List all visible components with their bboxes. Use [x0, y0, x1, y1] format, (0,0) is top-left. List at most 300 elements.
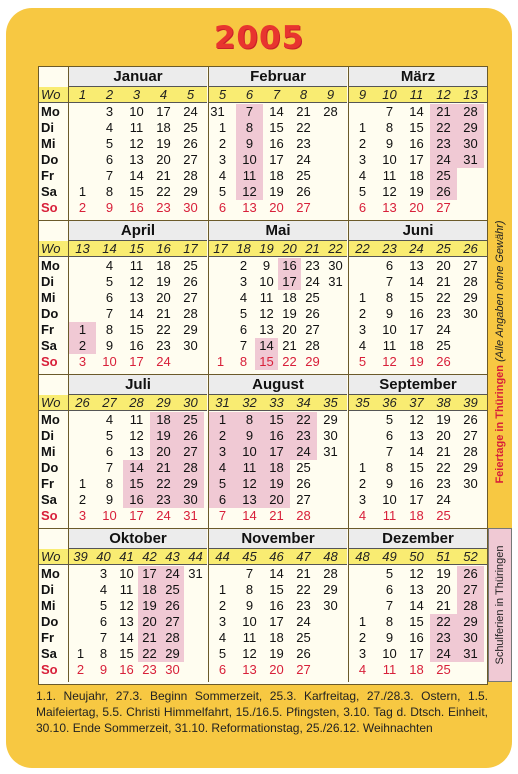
day-cell: 18 — [409, 662, 424, 677]
week-number-row — [209, 87, 347, 103]
day-cell: 24 — [436, 322, 451, 337]
column-divider — [68, 221, 69, 374]
day-cell: 8 — [236, 120, 263, 136]
month-6 — [69, 375, 207, 525]
day-cell: 29 — [463, 460, 478, 475]
day-cell: 1 — [69, 322, 96, 338]
day-cell: 24 — [430, 646, 457, 662]
day-cell: 15 — [119, 646, 134, 661]
week-number: 29 — [156, 395, 171, 410]
day-cell: 28 — [177, 460, 204, 476]
day-cell: 12 — [129, 136, 144, 151]
month-9 — [69, 529, 207, 679]
month-8 — [349, 375, 487, 525]
week-number: 44 — [188, 549, 203, 564]
week-number: 36 — [382, 395, 397, 410]
day-cell: 11 — [382, 168, 397, 183]
column-divider — [348, 529, 349, 682]
day-cell: 14 — [409, 444, 424, 459]
day-cell: 14 — [409, 598, 424, 613]
day-cell: 2 — [209, 428, 236, 444]
day-cell: 2 — [218, 136, 227, 151]
day-cell: 3 — [78, 354, 87, 369]
month-name: August — [209, 375, 347, 395]
weekday-label: So — [41, 662, 58, 677]
day-cell: 1 — [358, 460, 367, 475]
day-cell: 25 — [183, 258, 198, 273]
day-cell: 31 — [188, 566, 203, 581]
day-label-column — [39, 529, 69, 679]
day-cell: 27 — [305, 322, 320, 337]
month-2 — [349, 67, 487, 217]
day-cell: 2 — [239, 258, 248, 273]
day-cell: 25 — [436, 508, 451, 523]
day-cell: 25 — [296, 630, 311, 645]
day-cell: 5 — [105, 274, 114, 289]
day-cell: 27 — [296, 662, 311, 677]
day-cell: 29 — [323, 412, 338, 427]
day-cell: 24 — [161, 566, 184, 582]
week-number: 13 — [75, 241, 90, 256]
day-cell: 11 — [382, 662, 397, 677]
day-cell: 25 — [296, 460, 311, 475]
month-10 — [209, 529, 347, 679]
weekday-label: Do — [41, 614, 59, 629]
day-cell: 5 — [358, 184, 367, 199]
day-cell: 3 — [99, 566, 108, 581]
day-cell: 7 — [239, 338, 248, 353]
holiday-notes: 1.1. Neujahr, 27.3. Beginn Sommerzeit, 25.3. Karfreitag, 27./28.3. Ostern, 1.5. Maifeiertag, 5.5. Christi Himmelfahrt, 15./16.5. Pfingsten, 3.10. Tag d. Dtsch. Einheit, 30.10. Ende Sommerzeit, 31.10. Reformationstag, 25./26.12. Weihnachten — [36, 689, 488, 735]
column-divider — [348, 67, 349, 220]
weekday-label: Sa — [41, 492, 57, 507]
day-cell: 23 — [290, 428, 317, 444]
day-cell: 16 — [409, 136, 424, 151]
weekday-label: Mo — [41, 258, 60, 273]
weekday-label: Do — [41, 306, 59, 321]
day-cell: 11 — [129, 412, 144, 427]
day-cell: 12 — [259, 306, 274, 321]
day-cell: 22 — [138, 646, 161, 662]
day-cell: 11 — [236, 168, 263, 184]
day-cell: 3 — [358, 322, 367, 337]
month-name: Mai — [209, 221, 347, 241]
month-0 — [69, 67, 225, 217]
day-cell: 20 — [150, 444, 177, 460]
day-cell: 31 — [210, 104, 225, 119]
week-number: 27 — [102, 395, 117, 410]
week-number: 17 — [213, 241, 228, 256]
day-cell: 22 — [296, 120, 311, 135]
day-cell: 18 — [282, 290, 297, 305]
day-cell: 19 — [269, 646, 284, 661]
day-cell: 29 — [323, 582, 338, 597]
day-cell: 12 — [382, 184, 397, 199]
column-divider — [68, 67, 69, 220]
month-name: September — [349, 375, 487, 395]
day-cell: 20 — [156, 290, 171, 305]
weekday-label: So — [41, 200, 58, 215]
day-cell: 8 — [105, 322, 114, 337]
day-cell: 24 — [296, 614, 311, 629]
day-cell: 19 — [409, 354, 424, 369]
day-cell: 27 — [457, 582, 484, 598]
day-cell: 14 — [242, 508, 257, 523]
day-cell: 2 — [358, 136, 367, 151]
day-cell: 14 — [409, 104, 424, 119]
day-cell: 13 — [129, 152, 144, 167]
day-cell: 29 — [457, 120, 484, 136]
day-cell: 2 — [358, 306, 367, 321]
day-cell: 28 — [457, 598, 484, 614]
day-cell: 30 — [183, 338, 198, 353]
day-cell: 6 — [209, 492, 236, 508]
day-cell: 26 — [177, 428, 204, 444]
day-cell: 18 — [409, 338, 424, 353]
day-cell: 29 — [183, 322, 198, 337]
day-cell: 1 — [216, 354, 225, 369]
day-cell: 21 — [430, 104, 457, 120]
day-cell: 13 — [236, 492, 263, 508]
day-cell: 28 — [305, 338, 320, 353]
day-cell: 24 — [156, 354, 171, 369]
day-cell: 13 — [382, 200, 397, 215]
day-cell: 26 — [436, 354, 451, 369]
day-cell: 21 — [436, 444, 451, 459]
day-cell: 16 — [409, 306, 424, 321]
week-number: 44 — [215, 549, 230, 564]
day-cell: 6 — [105, 152, 114, 167]
week-number: 31 — [215, 395, 230, 410]
week-number-row — [209, 549, 347, 565]
column-divider — [348, 375, 349, 528]
day-cell: 20 — [138, 614, 161, 630]
quarter-divider — [39, 374, 487, 375]
day-cell: 12 — [236, 184, 263, 200]
day-cell: 14 — [409, 274, 424, 289]
day-cell: 18 — [138, 582, 161, 598]
day-cell: 24 — [430, 152, 457, 168]
day-cell: 19 — [156, 136, 171, 151]
day-cell: 21 — [436, 598, 451, 613]
weekday-label: Sa — [41, 184, 57, 199]
day-cell: 23 — [150, 492, 177, 508]
day-cell: 12 — [409, 412, 424, 427]
week-number: 1 — [78, 87, 87, 102]
week-number-row — [349, 241, 487, 257]
day-cell: 16 — [278, 258, 301, 274]
day-cell: 16 — [269, 136, 284, 151]
day-cell: 26 — [161, 598, 184, 614]
column-divider — [348, 221, 349, 374]
day-cell: 20 — [282, 322, 297, 337]
weekday-label: Do — [41, 152, 59, 167]
weekday-label: Mi — [41, 598, 56, 613]
day-cell: 13 — [259, 322, 274, 337]
day-cell: 1 — [78, 476, 87, 491]
day-cell: 13 — [409, 258, 424, 273]
year-title: 2005 — [213, 20, 305, 56]
day-cell: 11 — [129, 258, 144, 273]
day-cell: 22 — [282, 354, 297, 369]
day-cell: 17 — [129, 354, 144, 369]
week-number: 11 — [409, 87, 424, 102]
day-cell: 31 — [323, 444, 338, 459]
week-number: 20 — [282, 241, 297, 256]
day-cell: 23 — [142, 662, 157, 677]
month-name: Dezember — [349, 529, 487, 549]
day-cell: 22 — [290, 412, 317, 428]
day-cell: 7 — [105, 460, 114, 475]
day-cell: 17 — [409, 322, 424, 337]
day-cell: 6 — [105, 290, 114, 305]
week-number: 45 — [242, 549, 257, 564]
day-cell: 23 — [305, 258, 320, 273]
day-cell: 10 — [119, 566, 134, 581]
day-cell: 7 — [385, 598, 394, 613]
week-number: 12 — [436, 87, 451, 102]
day-cell: 9 — [245, 598, 254, 613]
day-cell: 8 — [239, 354, 248, 369]
week-number-row — [349, 549, 487, 565]
week-number: 15 — [129, 241, 144, 256]
weekday-label: Fr — [41, 168, 54, 183]
week-number-row — [349, 395, 487, 411]
week-number: 35 — [355, 395, 370, 410]
day-cell: 31 — [328, 274, 343, 289]
day-cell: 11 — [242, 630, 257, 645]
day-cell: 7 — [385, 444, 394, 459]
day-cell: 14 — [119, 630, 134, 645]
month-name: Januar — [69, 67, 207, 87]
day-cell: 2 — [78, 492, 87, 507]
day-cell: 5 — [209, 476, 236, 492]
day-cell: 13 — [242, 662, 257, 677]
holiday-legend-label: Feiertage in Thüringen — [494, 364, 506, 484]
day-cell: 19 — [138, 598, 161, 614]
day-cell: 29 — [457, 614, 484, 630]
weekday-label: Do — [41, 460, 59, 475]
day-cell: 28 — [296, 508, 311, 523]
week-number: 24 — [409, 241, 424, 256]
weekday-label: Sa — [41, 338, 57, 353]
day-cell: 30 — [323, 428, 338, 443]
quarter-divider — [39, 528, 487, 529]
day-cell: 22 — [150, 476, 177, 492]
day-cell: 11 — [382, 508, 397, 523]
day-cell: 19 — [269, 184, 284, 199]
day-cell: 12 — [236, 476, 263, 492]
day-cell: 16 — [119, 662, 134, 677]
day-cell: 15 — [129, 184, 144, 199]
day-cell: 10 — [236, 444, 263, 460]
month-3 — [69, 221, 207, 371]
day-cell: 5 — [385, 566, 394, 581]
day-cell: 27 — [463, 428, 478, 443]
day-cell: 1 — [76, 646, 85, 661]
day-label-column — [39, 221, 69, 371]
day-cell: 13 — [119, 614, 134, 629]
month-7 — [209, 375, 347, 525]
day-cell: 12 — [382, 354, 397, 369]
day-cell: 28 — [457, 104, 484, 120]
day-cell: 16 — [129, 338, 144, 353]
week-number: 40 — [96, 549, 111, 564]
day-cell: 22 — [430, 614, 457, 630]
day-cell: 22 — [156, 184, 171, 199]
day-cell: 6 — [385, 258, 394, 273]
day-cell: 13 — [129, 444, 144, 459]
day-cell: 29 — [463, 290, 478, 305]
day-cell: 3 — [358, 646, 367, 661]
weekday-label: Mi — [41, 444, 56, 459]
day-cell: 26 — [296, 646, 311, 661]
day-cell: 15 — [123, 476, 150, 492]
week-number: 6 — [245, 87, 254, 102]
day-cell: 5 — [218, 646, 227, 661]
day-cell: 9 — [385, 306, 394, 321]
week-number: 4 — [159, 87, 168, 102]
day-cell: 15 — [409, 120, 424, 135]
month-name: Juli — [69, 375, 207, 395]
day-cell: 28 — [463, 444, 478, 459]
day-cell: 16 — [129, 200, 144, 215]
week-number: 23 — [382, 241, 397, 256]
day-cell: 28 — [323, 104, 338, 119]
week-number-row — [349, 87, 487, 103]
day-cell: 26 — [296, 184, 311, 199]
day-cell: 30 — [463, 476, 478, 491]
day-cell: 21 — [156, 168, 171, 183]
day-cell: 27 — [296, 200, 311, 215]
day-cell: 10 — [259, 274, 274, 289]
day-cell: 15 — [263, 412, 290, 428]
day-cell: 26 — [305, 306, 320, 321]
week-number: 30 — [183, 395, 198, 410]
day-cell: 27 — [296, 492, 311, 507]
week-number: 51 — [436, 549, 451, 564]
day-cell: 7 — [236, 104, 263, 120]
day-cell: 17 — [263, 444, 290, 460]
day-cell: 14 — [269, 104, 284, 119]
week-number: 7 — [272, 87, 281, 102]
weekday-label: Di — [41, 582, 54, 597]
day-cell: 15 — [129, 322, 144, 337]
day-cell: 5 — [358, 354, 367, 369]
day-cell: 19 — [282, 306, 297, 321]
quarter-divider — [39, 220, 487, 221]
day-cell: 19 — [436, 566, 451, 581]
holiday-legend — [486, 214, 514, 489]
column-divider — [208, 67, 209, 220]
day-cell: 12 — [119, 598, 134, 613]
day-cell: 25 — [430, 168, 457, 184]
day-cell: 29 — [183, 184, 198, 199]
week-number: 49 — [382, 549, 397, 564]
day-cell: 27 — [183, 152, 198, 167]
week-number-row — [69, 395, 207, 411]
month-name: März — [349, 67, 487, 87]
day-cell: 10 — [102, 508, 117, 523]
day-cell: 3 — [239, 274, 248, 289]
day-cell: 4 — [99, 582, 108, 597]
day-cell: 15 — [409, 290, 424, 305]
day-cell: 19 — [409, 184, 424, 199]
day-cell: 23 — [296, 598, 311, 613]
day-cell: 1 — [358, 120, 367, 135]
week-number: 52 — [463, 549, 478, 564]
day-cell: 4 — [105, 412, 114, 427]
weekday-label: Fr — [41, 630, 54, 645]
day-cell: 30 — [165, 662, 180, 677]
day-cell: 10 — [242, 614, 257, 629]
day-cell: 21 — [296, 566, 311, 581]
weekday-label: So — [41, 354, 58, 369]
day-cell: 17 — [156, 104, 171, 119]
day-cell: 2 — [358, 630, 367, 645]
day-cell: 9 — [105, 200, 114, 215]
day-cell: 9 — [262, 258, 271, 273]
day-cell: 27 — [177, 444, 204, 460]
day-cell: 18 — [409, 168, 424, 183]
day-cell: 2 — [69, 338, 96, 354]
week-label: Wo — [41, 395, 61, 410]
day-cell: 20 — [436, 582, 451, 597]
day-cell: 8 — [385, 460, 394, 475]
day-cell: 29 — [161, 646, 184, 662]
day-cell: 7 — [105, 168, 114, 183]
week-number: 41 — [119, 549, 134, 564]
day-cell: 5 — [385, 412, 394, 427]
week-number: 28 — [129, 395, 144, 410]
day-cell: 26 — [183, 136, 198, 151]
day-cell: 22 — [296, 582, 311, 597]
day-cell: 21 — [150, 460, 177, 476]
day-cell: 12 — [242, 646, 257, 661]
day-cell: 25 — [296, 168, 311, 183]
day-cell: 26 — [296, 476, 311, 491]
week-number: 14 — [102, 241, 117, 256]
day-cell: 1 — [358, 290, 367, 305]
day-cell: 9 — [105, 492, 114, 507]
day-cell: 31 — [457, 152, 484, 168]
month-name: Oktober — [69, 529, 207, 549]
day-cell: 14 — [123, 460, 150, 476]
day-cell: 23 — [296, 136, 311, 151]
day-cell: 21 — [269, 508, 284, 523]
day-cell: 8 — [385, 614, 394, 629]
day-cell: 26 — [457, 566, 484, 582]
week-number: 17 — [183, 241, 198, 256]
day-cell: 11 — [382, 338, 397, 353]
day-cell: 18 — [156, 258, 171, 273]
day-cell: 22 — [156, 322, 171, 337]
day-cell: 7 — [245, 566, 254, 581]
day-cell: 26 — [183, 274, 198, 289]
day-cell: 7 — [105, 306, 114, 321]
week-label: Wo — [41, 241, 61, 256]
day-cell: 22 — [430, 120, 457, 136]
week-number: 22 — [355, 241, 370, 256]
day-cell: 8 — [245, 582, 254, 597]
day-cell: 23 — [156, 200, 171, 215]
day-cell: 9 — [385, 136, 394, 151]
month-name: April — [69, 221, 207, 241]
day-cell: 12 — [129, 274, 144, 289]
day-cell: 4 — [358, 168, 367, 183]
day-cell: 28 — [463, 274, 478, 289]
day-cell: 12 — [129, 428, 144, 443]
week-number: 26 — [463, 241, 478, 256]
